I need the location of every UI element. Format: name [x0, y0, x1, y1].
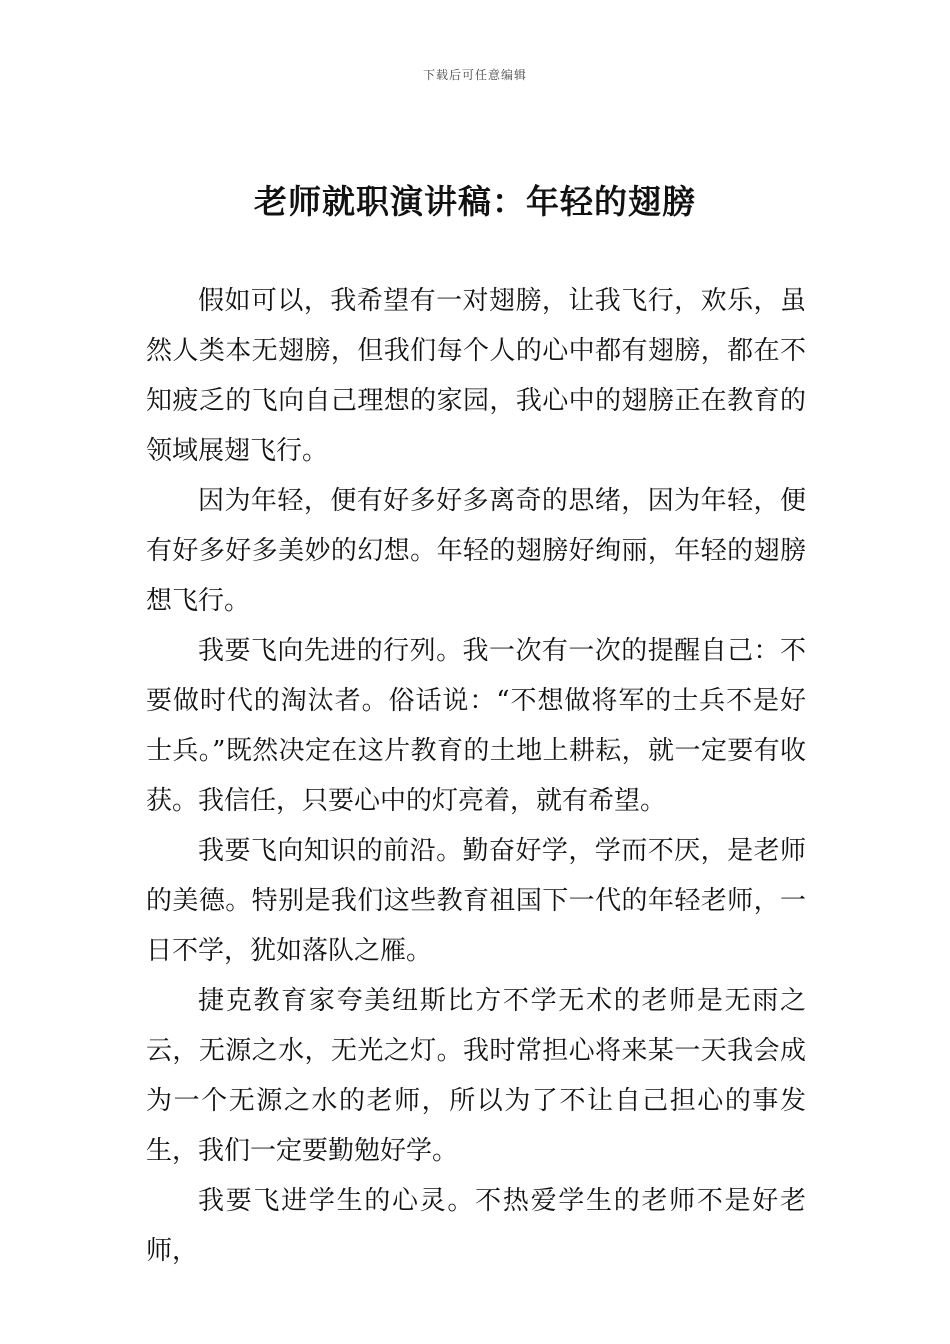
paragraph: 我要飞向知识的前沿。勤奋好学，学而不厌，是老师的美德。特别是我们这些教育祖国下一代的年轻老师，一日不学，犹如落队之雁。	[146, 836, 806, 966]
paragraph: 假如可以，我希望有一对翅膀，让我飞行，欢乐，虽然人类本无翅膀，但我们每个人的心中都有翅膀，都在不知疲乏的飞向自己理想的家园，我心中的翅膀正在教育的领域展翅飞行。	[146, 286, 806, 466]
document-body	[146, 276, 806, 1276]
paragraph: 因为年轻，便有好多好多离奇的思绪，因为年轻，便有好多好多美妙的幻想。年轻的翅膀好绚丽，年轻的翅膀想飞行。	[146, 486, 806, 616]
paragraph: 我要飞向先进的行列。我一次有一次的提醒自己：不要做时代的淘汰者。俗话说：“不想做将军的士兵不是好士兵。”既然决定在这片教育的土地上耕耘，就一定要有收获。我信任，只要心中的灯亮着，就有希望。	[146, 636, 806, 816]
document-title: 老师就职演讲稿：年轻的翅膀	[254, 182, 696, 221]
paragraph: 捷克教育家夸美纽斯比方不学无术的老师是无雨之云，无源之水，无光之灯。我时常担心将来某一天我会成为一个无源之水的老师，所以为了不让自己担心的事发生，我们一定要勤勉好学。	[146, 986, 806, 1166]
header-note: 下载后可任意编辑	[422, 68, 527, 82]
paragraph: 我要飞进学生的心灵。不热爱学生的老师不是好老师，	[146, 1186, 806, 1266]
